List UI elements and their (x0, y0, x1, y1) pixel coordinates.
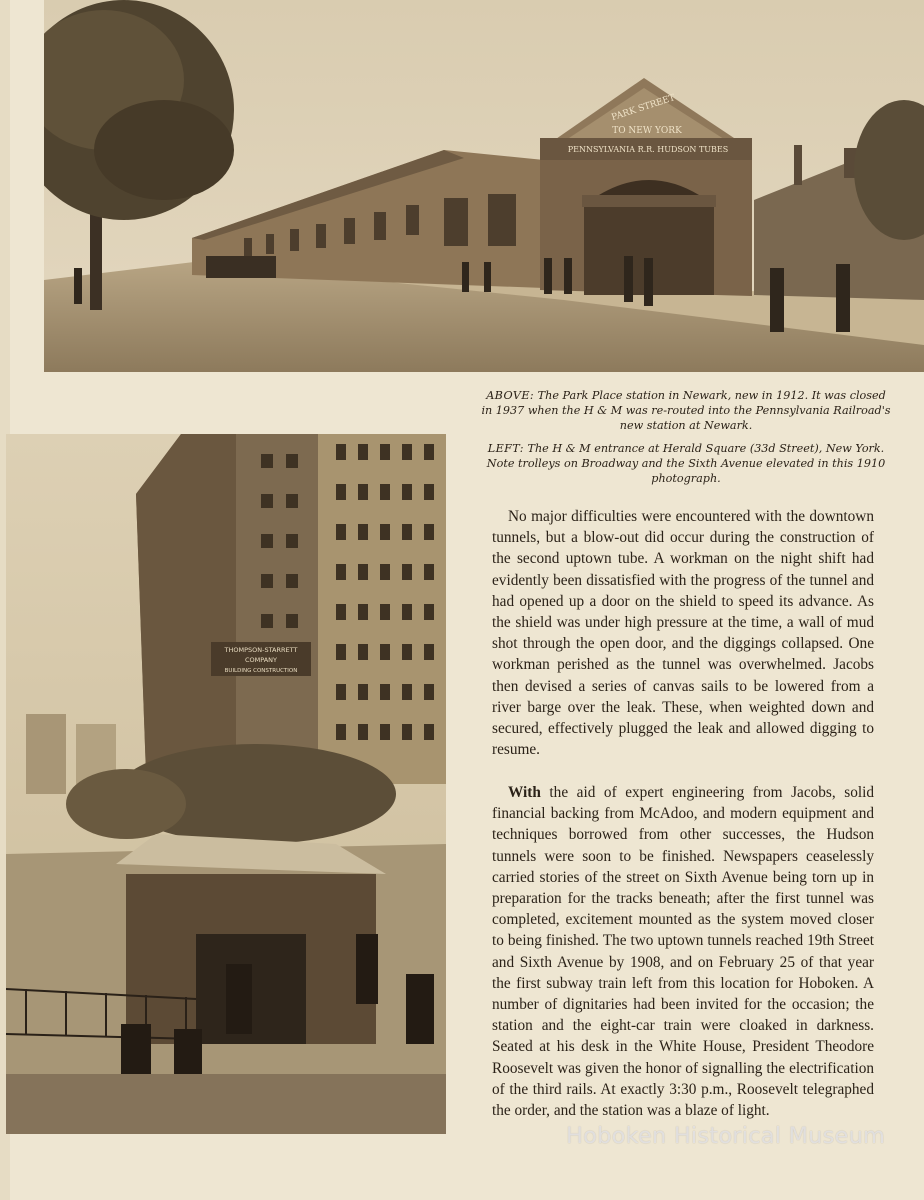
body-paragraph-2-text: the aid of expert engineering from Jacobs, solid financial backing from McAdoo, and modern equipment and techniques borrowed from other successes, the Hudson tunnels were soon to be finished. Newspapers ceaselessly carried stories of the street on Sixth Avenue being torn up in preparation for the tracks beneath; after the first tunnel was completed, excitement mounted as the system moved closer to being finished. The two uptown tunnels reached 19th Street and Sixth Avenue by 1908, and on February 25 of that year the first subway train left from this location for Hoboken. A number of dignitaries had been invited for the occasion; the station and the eight-car train were cloaked in darkness. Seated at his desk in the White House, President Theodore Roosevelt was given the honor of signalling the electrification of the third rails. At exactly 3:30 p.m., Roosevelt telegraphed the order, and the station was a blaze of light. (492, 784, 874, 1120)
photo-park-place-station (44, 0, 924, 372)
building-sign-line1: THOMPSON-STARRETT (224, 646, 298, 654)
caption-above-text: The Park Place station in Newark, new in 1912. It was closed in 1937 when the H & M was re-routed into the Pennsylvania Railroad's new station at Newark. (481, 389, 891, 432)
body-paragraph-1: No major difficulties were encountered with the downtown tunnels, but a blow-out did occur during the construction of the second uptown tube. A workman on the night shift had evidently been dissatisfied with the progress of the tunnel and had opened up a door on the shield to speed its advance. As the shield was under high pressure at the time, a wall of mud shot through the open door, and the diggings collapsed. One workman perished as the tunnel was overwhelmed. Jacobs then devised a series of canvas sails to be lowered from a river barge over the leak. These, when weighted down and secured, effectively plugged the leak and allowed digging to resume. (492, 508, 874, 759)
station-sign-line1: PARK STREET (610, 93, 677, 124)
caption-left (480, 441, 892, 486)
caption-left-label: LEFT: (487, 442, 524, 455)
caption-above-label: ABOVE: (486, 389, 535, 402)
watermark: Hoboken Historical Museum (566, 1123, 886, 1149)
building-sign-line2: COMPANY (244, 656, 278, 664)
herald-square-illustration (6, 434, 446, 1134)
building-sign-line3: BUILDING CONSTRUCTION (224, 668, 298, 674)
caption-above (480, 388, 892, 433)
body-paragraph-2 (492, 782, 874, 1121)
station-sign-line3: PENNSYLVANIA R.R. HUDSON TUBES (567, 145, 729, 154)
station-sign-line2: TO NEW YORK (612, 126, 682, 136)
body-paragraph-2-lead: With (508, 784, 541, 801)
photo-herald-square-entrance (6, 434, 446, 1134)
caption-left-text: The H & M entrance at Herald Square (33d Street), New York. Note trolleys on Broadway and the Sixth Avenue elevated in this 1910 photograph. (486, 442, 886, 485)
park-place-station-illustration (44, 0, 924, 372)
